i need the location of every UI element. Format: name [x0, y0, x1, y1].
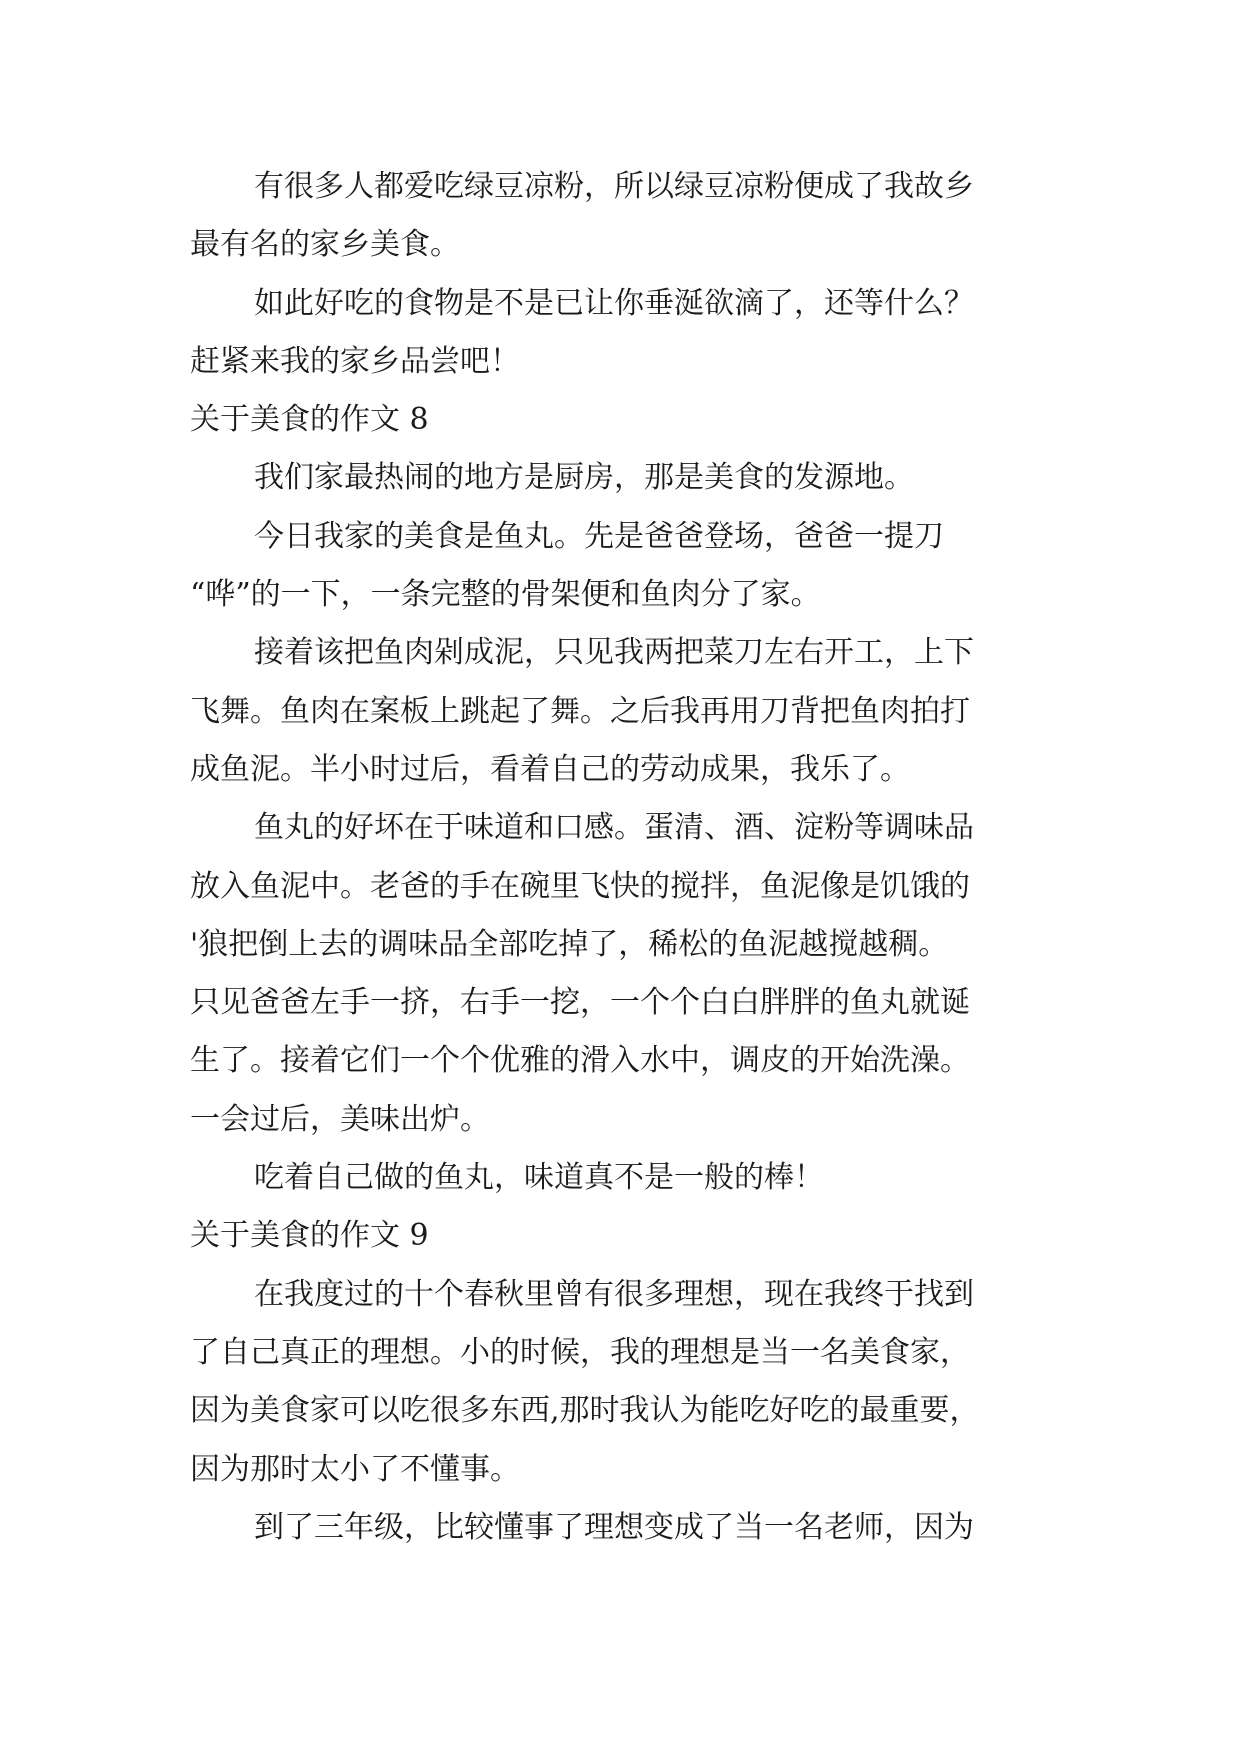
paragraph-line: 因为美食家可以吃很多东西,那时我认为能吃好吃的最重要，: [190, 1393, 980, 1429]
paragraph-line: 如此好吃的食物是不是已让你垂涎欲滴了，还等什么？: [254, 285, 974, 321]
paragraph-line: 了自己真正的理想。小的时候，我的理想是当一名美食家，: [190, 1334, 970, 1370]
paragraph-line: 吃着自己做的鱼丸，味道真不是一般的棒！: [254, 1160, 824, 1196]
paragraph-line: 飞舞。鱼肉在案板上跳起了舞。之后我再用刀背把鱼肉拍打: [190, 693, 970, 729]
paragraph-line: 我们家最热闹的地方是厨房，那是美食的发源地。: [254, 460, 914, 496]
paragraph-line: 一会过后，美味出炉。: [190, 1101, 490, 1137]
paragraph-line: 到了三年级，比较懂事了理想变成了当一名老师，因为: [254, 1509, 974, 1545]
paragraph-line: 赶紧来我的家乡品尝吧！: [190, 343, 520, 379]
paragraph-line: “哗”的一下，一条完整的骨架便和鱼肉分了家。: [190, 577, 821, 613]
paragraph-line: 鱼丸的好坏在于味道和口感。蛋清、酒、淀粉等调味品: [254, 810, 974, 846]
paragraph-line: '狼把倒上去的调味品全部吃掉了，稀松的鱼泥越搅越稠。: [190, 926, 949, 962]
paragraph-line: 成鱼泥。半小时过后，看着自己的劳动成果，我乐了。: [190, 751, 910, 787]
section-heading-9: 关于美食的作文 9: [190, 1218, 429, 1254]
paragraph-line: 在我度过的十个春秋里曾有很多理想，现在我终于找到: [254, 1276, 974, 1312]
paragraph-line: 生了。接着它们一个个优雅的滑入水中，调皮的开始洗澡。: [190, 1043, 970, 1079]
document-page: [190, 158, 1070, 1557]
paragraph-line: 有很多人都爱吃绿豆凉粉，所以绿豆凉粉便成了我故乡: [254, 169, 974, 204]
section-heading-8: 关于美食的作文 8: [190, 402, 429, 438]
paragraph-line: 接着该把鱼肉剁成泥，只见我两把菜刀左右开工，上下: [254, 635, 974, 671]
paragraph-line: 因为那时太小了不懂事。: [190, 1451, 520, 1487]
paragraph-line: 今日我家的美食是鱼丸。先是爸爸登场，爸爸一提刀: [254, 518, 944, 554]
paragraph-line: 最有名的家乡美食。: [190, 227, 460, 263]
paragraph-line: 放入鱼泥中。老爸的手在碗里飞快的搅拌，鱼泥像是饥饿的: [190, 868, 970, 904]
paragraph-line: 只见爸爸左手一挤，右手一挖，一个个白白胖胖的鱼丸就诞: [190, 985, 970, 1021]
